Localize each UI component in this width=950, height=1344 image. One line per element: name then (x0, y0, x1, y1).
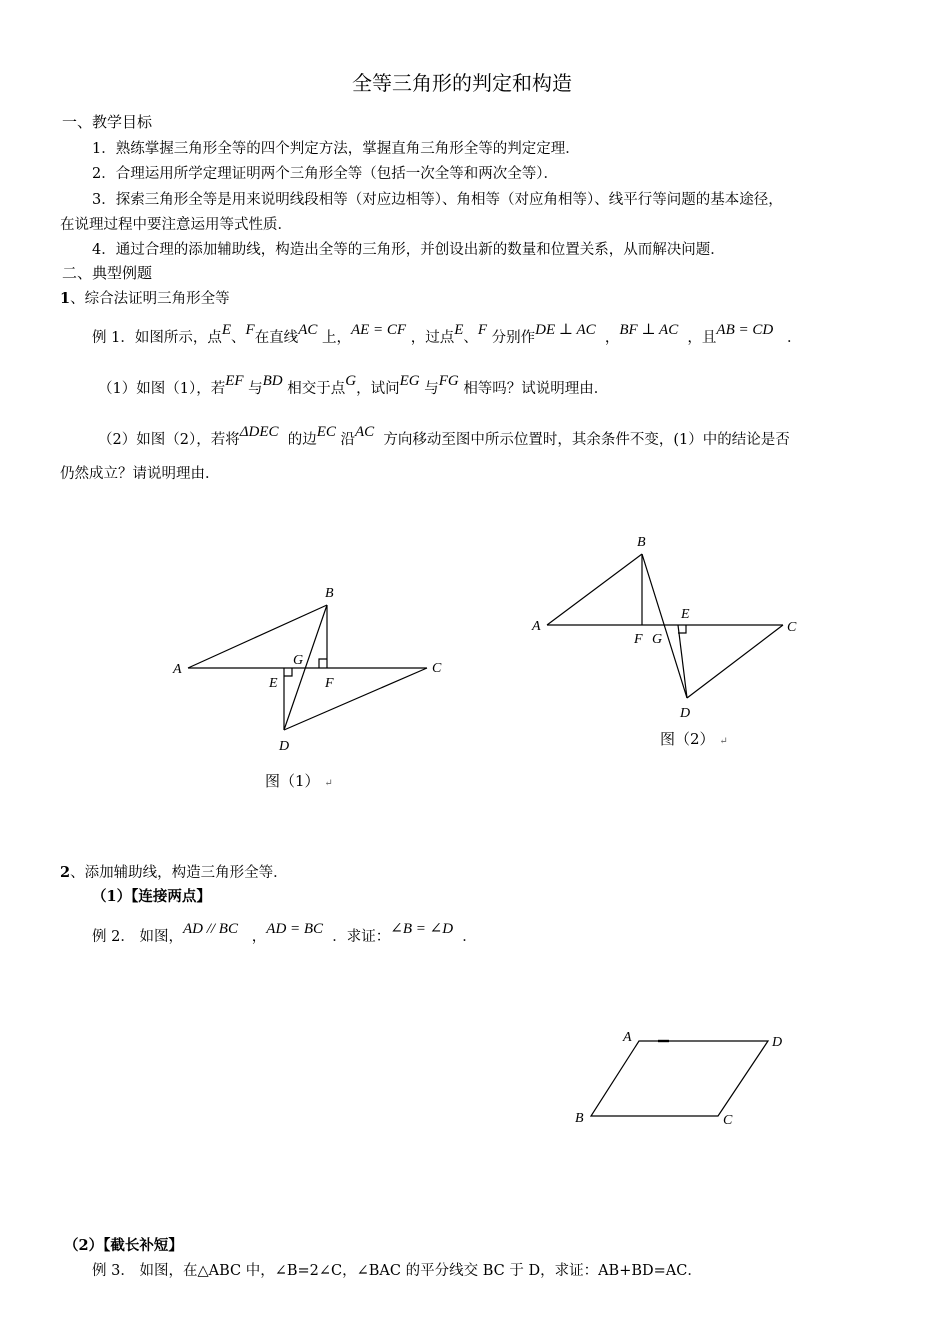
math-BD: BD (262, 373, 283, 389)
ex1-text: ． (787, 330, 802, 346)
objective-item-2: 2．合理运用所学定理证明两个三角形全等（包括一次全等和两次全等）． (92, 166, 558, 182)
question-2-cont: 仍然成立？请说明理由． (60, 466, 220, 482)
math-F: F (477, 322, 488, 338)
subsection-2-1-heading: （1）【连接两点】 (92, 888, 211, 905)
q1-text: （1）如图（1），若 (98, 381, 226, 397)
label-F: F (325, 676, 334, 691)
label-C: C (723, 1113, 733, 1128)
math-AB-eq-CD: AB = CD (716, 322, 774, 338)
math-angle-B-eq-D: ∠B = ∠D (390, 921, 454, 937)
q1-text: 与 (248, 381, 263, 397)
page-title: 全等三角形的判定和构造 (352, 71, 572, 95)
label-E: E (681, 607, 690, 622)
ex1-text: 、 (463, 330, 478, 346)
label-G: G (293, 653, 304, 668)
subsection-2-2-heading: （2）【截长补短】 (64, 1237, 183, 1254)
q2-text: 沿 (340, 432, 356, 448)
math-AC: AC (355, 424, 375, 440)
math-AD-eq-BC: AD = BC (266, 921, 324, 937)
label-D: D (680, 706, 691, 721)
label-A: A (173, 662, 182, 677)
ex1-text: ， (604, 330, 620, 346)
math-E: E (454, 322, 464, 338)
q2-text: （2）如图（2），若将 (98, 432, 240, 448)
ex2-text: ， (251, 929, 267, 945)
math-triangle-DEC: ΔDEC (239, 424, 279, 440)
return-mark: ↵ (719, 736, 728, 747)
subsection-1-text: 、综合法证明三角形全等 (70, 291, 230, 307)
figure-2 (525, 530, 815, 725)
section-heading-objectives: 一、教学目标 (62, 113, 153, 131)
question-2 (98, 424, 790, 449)
example-3-statement: 例 3． 如图，在△ABC 中，∠B=2∠C，∠BAC 的平分线交 BC 于 D，求证：AB+BD=AC． (92, 1263, 702, 1279)
label-D: D (772, 1035, 783, 1050)
ex1-text: 上， (321, 330, 351, 346)
segment-BD (642, 554, 687, 698)
ex1-text: 分别作 (491, 330, 536, 346)
subsection-2-text: 、添加辅助线，构造三角形全等． (70, 865, 288, 881)
q1-text: ，试问 (356, 381, 400, 397)
label-A: A (623, 1030, 632, 1045)
right-angle-mark-E (284, 668, 292, 676)
ex1-text: 在直线 (254, 330, 299, 346)
math-FG: FG (438, 373, 459, 389)
return-mark: ↵ (324, 778, 333, 789)
label-F: F (634, 632, 643, 647)
q1-text: 相交于点 (287, 381, 346, 397)
section-heading-examples: 二、典型例题 (62, 264, 153, 282)
figure-2-caption (660, 728, 728, 749)
segment-ED (678, 625, 687, 698)
math-AE-eq-CF: AE = CF (350, 322, 407, 338)
objective-item-4: 4．通过合理的添加辅助线，构造出全等的三角形，并创设出新的数量和位置关系，从而解决问题． (92, 242, 725, 258)
label-C: C (432, 661, 442, 676)
objective-item-3-cont: 在说理过程中要注意运用等式性质． (60, 217, 292, 233)
segment-AB (188, 605, 327, 668)
math-DE-perp-AC: DE ⊥ AC (535, 322, 596, 338)
objective-item-3: 3．探索三角形全等是用来说明线段相等（对应边相等）、角相等（对应角相等）、线平行等问题的基本途径， (92, 192, 783, 208)
label-C: C (787, 620, 797, 635)
subsection-1-number: 1 (60, 290, 71, 307)
ex2-text: ．求证： (332, 929, 391, 945)
q1-text: 相等吗？试说明理由． (463, 381, 609, 397)
ex1-text: 、 (231, 330, 246, 346)
math-EF: EF (225, 373, 244, 389)
question-1 (98, 373, 609, 398)
objective-item-1: 1．熟练掌握三角形全等的四个判定方法，掌握直角三角形全等的判定定理． (92, 141, 580, 157)
math-BF-perp-AC: BF ⊥ AC (619, 322, 679, 338)
subsection-2-number: 2 (60, 864, 71, 881)
figure-1 (165, 578, 455, 758)
q2-text: 的边 (287, 432, 317, 448)
parallelogram-ABCD (591, 1041, 768, 1116)
subsection-2-heading (60, 861, 288, 882)
math-G: G (345, 373, 357, 389)
label-G: G (652, 632, 663, 647)
label-B: B (637, 535, 646, 550)
ex1-text: ，且 (687, 330, 717, 346)
subsection-1-heading (60, 287, 230, 308)
ex1-text: 例 1．如图所示，点 (92, 330, 222, 346)
math-EG: EG (399, 373, 420, 389)
label-A: A (532, 619, 541, 634)
example-2-statement (92, 921, 477, 946)
figure-3 (565, 1020, 795, 1135)
math-AD-parallel-BC: AD // BC (182, 921, 238, 937)
label-D: D (279, 739, 290, 754)
math-F: F (245, 322, 255, 338)
ex1-text: ，过点 (410, 330, 455, 346)
math-EC: EC (316, 424, 336, 440)
segment-DC (284, 668, 427, 730)
right-angle-mark-F (319, 659, 327, 668)
example-1-statement (92, 322, 802, 347)
math-AC: AC (298, 322, 318, 338)
caption-text: 图（1） (265, 772, 320, 790)
label-E: E (269, 676, 278, 691)
ex2-text: ． (462, 929, 477, 945)
math-E: E (221, 322, 232, 338)
label-B: B (325, 586, 334, 601)
q1-text: 与 (424, 381, 439, 397)
segment-AB (547, 554, 642, 625)
caption-text: 图（2） (660, 730, 715, 748)
figure-1-caption (265, 770, 333, 791)
segment-DC (687, 625, 783, 698)
label-B: B (575, 1111, 584, 1126)
q2-text: 方向移动至图中所示位置时，其余条件不变，(1）中的结论是否 (383, 432, 790, 448)
ex2-text: 例 2． 如图， (92, 929, 183, 945)
